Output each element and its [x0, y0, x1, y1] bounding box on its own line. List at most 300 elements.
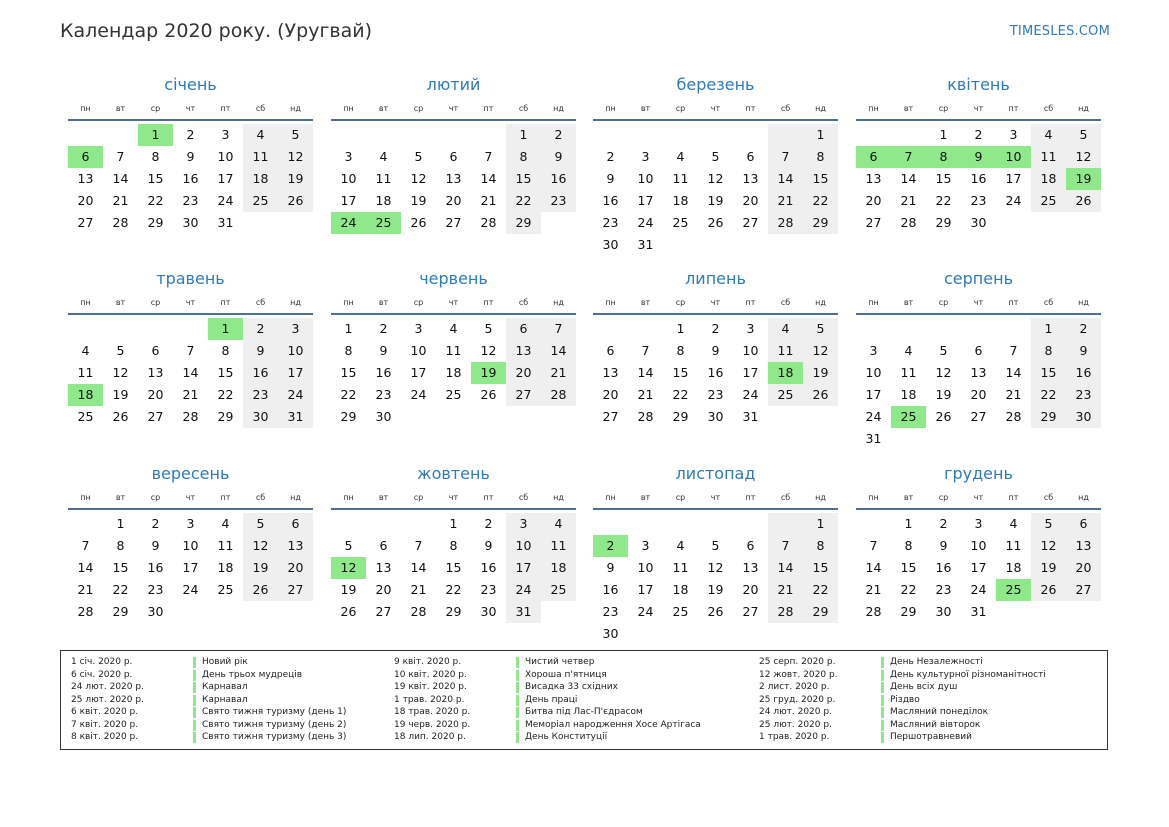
day-cell: 11 [1005, 538, 1022, 553]
day-cell: 17 [742, 365, 759, 380]
day-cell: 18 [445, 365, 462, 380]
day-cell: 23 [1066, 384, 1101, 406]
weekday-header [856, 293, 1101, 315]
day-cell: 26 [410, 215, 427, 230]
holiday-name: День культурної різноманітності [890, 669, 1046, 680]
day-cell: 23 [182, 193, 199, 208]
weekday-label: сб [780, 493, 791, 502]
month-12 [856, 460, 1101, 623]
weekday-label: вт [115, 493, 126, 502]
month-name: червень [419, 269, 488, 288]
empty-day-cell [733, 513, 768, 535]
day-cell: 3 [641, 149, 650, 164]
day-cell: 28 [480, 215, 497, 230]
empty-day-cell [593, 513, 628, 535]
holiday-date: 1 трав. 2020 р. [759, 732, 830, 742]
holiday-date: 12 жовт. 2020 р. [759, 669, 838, 680]
legend-row [759, 656, 1046, 669]
day-cell: 17 [1005, 171, 1022, 186]
month-7 [593, 265, 838, 428]
month-name: грудень [944, 464, 1013, 483]
weekday-label: чт [448, 493, 459, 502]
day-cell: 29 [1031, 406, 1066, 428]
weekday-label: вт [640, 298, 651, 307]
day-cell: 8 [1031, 340, 1066, 362]
weekday-label: нд [290, 104, 301, 113]
weekday-label: вт [903, 104, 914, 113]
day-cell: 30 [147, 604, 164, 619]
holiday-marker [881, 682, 884, 693]
weekday-header [68, 488, 313, 510]
day-cell: 9 [379, 343, 388, 358]
day-cell: 5 [116, 343, 125, 358]
empty-day-cell [68, 513, 103, 535]
day-cell: 24 [637, 215, 654, 230]
holiday-marker [881, 720, 884, 731]
day-cell: 29 [147, 215, 164, 230]
day-cell: 12 [1066, 146, 1101, 168]
day-cell: 6 [974, 343, 983, 358]
weekday-label: сб [255, 104, 266, 113]
holiday-date: 25 лют. 2020 р. [71, 694, 144, 705]
weekday-header [593, 293, 838, 315]
empty-day-cell [856, 318, 891, 340]
day-cell: 5 [1066, 124, 1101, 146]
holiday-marker [516, 695, 519, 706]
day-cell: 21 [410, 582, 427, 597]
day-cell: 7 [768, 535, 803, 557]
day-cell: 6 [379, 538, 388, 553]
holiday-day-cell: 25 [996, 579, 1031, 601]
day-cell: 20 [970, 387, 987, 402]
day-cell: 24 [506, 579, 541, 601]
weekday-header [68, 293, 313, 315]
month-name: лютий [426, 75, 481, 94]
day-cell: 27 [742, 604, 759, 619]
day-cell: 15 [340, 365, 357, 380]
day-cell: 14 [768, 557, 803, 579]
holiday-marker [193, 657, 196, 668]
weekday-label: пн [80, 298, 91, 307]
day-cell: 22 [900, 582, 917, 597]
holiday-date: 18 лип. 2020 р. [394, 732, 466, 742]
day-cell: 15 [506, 168, 541, 190]
weekday-label: ср [938, 104, 949, 113]
day-cell: 22 [672, 387, 689, 402]
day-cell: 10 [637, 560, 654, 575]
day-cell: 24 [410, 387, 427, 402]
day-cell: 23 [935, 582, 952, 597]
weekday-label: чт [448, 298, 459, 307]
weekday-label: вт [115, 104, 126, 113]
holiday-day-cell: 7 [891, 146, 926, 168]
day-cell: 4 [541, 513, 576, 535]
day-cell: 4 [1031, 124, 1066, 146]
day-cell: 1 [449, 516, 458, 531]
day-cell: 19 [340, 582, 357, 597]
weekday-header [856, 488, 1101, 510]
empty-day-cell [331, 513, 366, 535]
day-cell: 27 [865, 215, 882, 230]
day-cell: 9 [939, 538, 948, 553]
empty-day-cell [628, 318, 663, 340]
weekday-label: пт [745, 298, 756, 307]
weekday-label: пн [868, 298, 879, 307]
day-cell: 21 [900, 193, 917, 208]
day-cell: 13 [970, 365, 987, 380]
day-cell: 16 [970, 171, 987, 186]
weekday-label: чт [185, 104, 196, 113]
day-cell: 23 [970, 193, 987, 208]
day-cell: 28 [768, 212, 803, 234]
day-cell: 13 [445, 171, 462, 186]
holiday-date: 2 лист. 2020 р. [759, 682, 830, 692]
day-cell: 20 [865, 193, 882, 208]
day-cell: 3 [869, 343, 878, 358]
day-cell: 28 [410, 604, 427, 619]
day-cell: 3 [974, 516, 983, 531]
day-cell: 1 [116, 516, 125, 531]
empty-day-cell [768, 513, 803, 535]
day-cell: 26 [707, 215, 724, 230]
day-cell: 9 [711, 343, 720, 358]
day-cell: 28 [768, 601, 803, 623]
day-cell: 22 [1031, 384, 1066, 406]
day-cell: 5 [278, 124, 313, 146]
day-cell: 31 [278, 406, 313, 428]
day-cell: 7 [116, 149, 125, 164]
day-cell: 8 [151, 149, 160, 164]
day-cell: 17 [410, 365, 427, 380]
empty-day-cell [103, 318, 138, 340]
day-cell: 12 [480, 343, 497, 358]
day-cell: 26 [112, 409, 129, 424]
day-cell: 30 [602, 237, 619, 252]
legend-row [394, 681, 701, 694]
day-cell: 2 [939, 516, 948, 531]
holiday-marker [516, 707, 519, 718]
day-grid [593, 121, 838, 256]
legend-column [759, 656, 1046, 744]
month-11 [593, 460, 838, 645]
day-cell: 3 [641, 538, 650, 553]
day-grid [331, 510, 576, 623]
day-cell: 6 [506, 318, 541, 340]
day-cell: 7 [81, 538, 90, 553]
month-10 [331, 460, 576, 623]
weekday-label: нд [1078, 298, 1089, 307]
day-cell: 10 [182, 538, 199, 553]
day-cell: 2 [243, 318, 278, 340]
day-cell: 17 [182, 560, 199, 575]
day-cell: 3 [344, 149, 353, 164]
weekday-label: пт [483, 493, 494, 502]
day-cell: 12 [243, 535, 278, 557]
day-cell: 13 [742, 171, 759, 186]
day-cell: 14 [112, 171, 129, 186]
holiday-day-cell: 19 [1066, 168, 1101, 190]
weekday-label: пт [220, 104, 231, 113]
day-cell: 4 [81, 343, 90, 358]
day-cell: 26 [243, 579, 278, 601]
day-cell: 16 [182, 171, 199, 186]
day-cell: 11 [672, 560, 689, 575]
weekday-label: пт [745, 104, 756, 113]
legend-row [759, 669, 1046, 682]
day-cell: 20 [445, 193, 462, 208]
day-cell: 23 [602, 604, 619, 619]
legend-row [394, 694, 701, 707]
empty-day-cell [698, 124, 733, 146]
day-cell: 25 [541, 579, 576, 601]
weekday-label: пн [80, 493, 91, 502]
day-cell: 19 [278, 168, 313, 190]
day-cell: 27 [742, 215, 759, 230]
holiday-date: 1 січ. 2020 р. [71, 657, 133, 667]
day-cell: 24 [637, 604, 654, 619]
day-cell: 10 [506, 535, 541, 557]
day-cell: 2 [151, 516, 160, 531]
day-cell: 4 [676, 538, 685, 553]
empty-day-cell [471, 124, 506, 146]
day-cell: 6 [746, 538, 755, 553]
weekday-label: нд [553, 493, 564, 502]
weekday-label: ср [150, 104, 161, 113]
day-cell: 25 [243, 190, 278, 212]
holiday-day-cell: 10 [996, 146, 1031, 168]
holiday-name: Свято тижня туризму (день 1) [202, 707, 347, 717]
holiday-name: Масляний понеділок [890, 707, 989, 717]
weekday-label: нд [1078, 493, 1089, 502]
day-cell: 29 [803, 212, 838, 234]
day-cell: 13 [742, 560, 759, 575]
month-name: січень [164, 75, 217, 94]
holiday-date: 7 квіт. 2020 р. [71, 719, 139, 730]
holiday-name: Новий рік [202, 657, 248, 667]
empty-day-cell [663, 513, 698, 535]
weekday-label: ср [150, 298, 161, 307]
legend-row [394, 669, 701, 682]
day-cell: 22 [340, 387, 357, 402]
day-cell: 30 [707, 409, 724, 424]
weekday-label: ср [938, 493, 949, 502]
day-cell: 24 [278, 384, 313, 406]
holiday-day-cell: 1 [208, 318, 243, 340]
weekday-label: вт [640, 493, 651, 502]
day-cell: 27 [970, 409, 987, 424]
day-cell: 25 [445, 387, 462, 402]
holiday-date: 10 квіт. 2020 р. [394, 669, 467, 680]
day-cell: 29 [217, 409, 234, 424]
day-cell: 20 [506, 362, 541, 384]
day-cell: 18 [1005, 560, 1022, 575]
day-cell: 2 [606, 149, 615, 164]
empty-day-cell [331, 124, 366, 146]
day-cell: 9 [1066, 340, 1101, 362]
day-cell: 21 [865, 582, 882, 597]
day-cell: 15 [935, 171, 952, 186]
day-cell: 23 [602, 215, 619, 230]
day-cell: 24 [182, 582, 199, 597]
weekday-label: пт [1008, 493, 1019, 502]
legend-row [71, 706, 346, 719]
day-cell: 28 [1005, 409, 1022, 424]
day-cell: 26 [1066, 190, 1101, 212]
day-cell: 22 [803, 579, 838, 601]
weekday-label: пн [343, 493, 354, 502]
weekday-label: пт [483, 104, 494, 113]
day-cell: 22 [147, 193, 164, 208]
day-cell: 25 [1031, 190, 1066, 212]
day-cell: 14 [637, 365, 654, 380]
weekday-label: чт [710, 104, 721, 113]
weekday-label: ср [413, 104, 424, 113]
day-cell: 14 [541, 340, 576, 362]
day-cell: 12 [707, 560, 724, 575]
day-cell: 18 [243, 168, 278, 190]
day-cell: 21 [182, 387, 199, 402]
day-cell: 9 [541, 146, 576, 168]
weekday-label: чт [185, 298, 196, 307]
day-cell: 24 [970, 582, 987, 597]
day-cell: 2 [379, 321, 388, 336]
day-cell: 16 [243, 362, 278, 384]
day-cell: 5 [711, 149, 720, 164]
day-cell: 29 [935, 215, 952, 230]
legend-row [71, 694, 346, 707]
day-cell: 19 [410, 193, 427, 208]
legend-row [71, 656, 346, 669]
day-cell: 17 [278, 362, 313, 384]
day-cell: 1 [904, 516, 913, 531]
day-cell: 24 [217, 193, 234, 208]
weekday-label: пн [605, 493, 616, 502]
day-cell: 15 [900, 560, 917, 575]
day-cell: 3 [278, 318, 313, 340]
day-cell: 19 [803, 362, 838, 384]
day-cell: 19 [935, 387, 952, 402]
day-cell: 27 [602, 409, 619, 424]
weekday-header [331, 99, 576, 121]
holiday-day-cell: 6 [856, 146, 891, 168]
day-cell: 26 [340, 604, 357, 619]
day-cell: 6 [278, 513, 313, 535]
empty-day-cell [698, 513, 733, 535]
holiday-name: Карнавал [202, 682, 248, 692]
weekday-label: нд [553, 104, 564, 113]
day-cell: 6 [746, 149, 755, 164]
weekday-label: нд [1078, 104, 1089, 113]
day-cell: 21 [112, 193, 129, 208]
holiday-day-cell: 8 [926, 146, 961, 168]
holiday-date: 19 квіт. 2020 р. [394, 682, 467, 692]
day-cell: 11 [445, 343, 462, 358]
holiday-name: День Конституції [525, 732, 608, 742]
month-name: серпень [944, 269, 1013, 288]
day-cell: 12 [410, 171, 427, 186]
holiday-legend [60, 650, 1108, 750]
day-cell: 29 [506, 212, 541, 234]
day-cell: 31 [742, 409, 759, 424]
day-cell: 8 [221, 343, 230, 358]
empty-day-cell [733, 124, 768, 146]
empty-day-cell [856, 124, 891, 146]
weekday-label: вт [378, 104, 389, 113]
month-name: травень [156, 269, 225, 288]
day-cell: 4 [676, 149, 685, 164]
day-grid [331, 121, 576, 234]
day-cell: 15 [445, 560, 462, 575]
day-cell: 14 [410, 560, 427, 575]
legend-row [394, 719, 701, 732]
day-cell: 9 [151, 538, 160, 553]
day-cell: 21 [637, 387, 654, 402]
holiday-marker [516, 682, 519, 693]
weekday-label: пн [343, 298, 354, 307]
holiday-name: Свято тижня туризму (день 3) [202, 732, 347, 742]
legend-row [394, 706, 701, 719]
holiday-marker [516, 732, 519, 743]
day-cell: 4 [243, 124, 278, 146]
empty-day-cell [366, 124, 401, 146]
empty-day-cell [436, 124, 471, 146]
month-3 [593, 71, 838, 256]
day-cell: 26 [480, 387, 497, 402]
day-cell: 15 [672, 365, 689, 380]
day-cell: 12 [278, 146, 313, 168]
day-cell: 11 [217, 538, 234, 553]
weekday-label: сб [255, 493, 266, 502]
day-cell: 14 [182, 365, 199, 380]
day-cell: 22 [506, 190, 541, 212]
day-cell: 27 [445, 215, 462, 230]
day-cell: 30 [480, 604, 497, 619]
empty-day-cell [856, 513, 891, 535]
day-cell: 23 [541, 190, 576, 212]
day-cell: 19 [112, 387, 129, 402]
weekday-label: ср [675, 493, 686, 502]
day-cell: 3 [1009, 127, 1018, 142]
legend-row [759, 731, 1046, 744]
day-cell: 8 [904, 538, 913, 553]
empty-day-cell [593, 318, 628, 340]
empty-day-cell [926, 318, 961, 340]
day-cell: 13 [602, 365, 619, 380]
brand-link[interactable]: TIMESLES.COM [1009, 24, 1110, 39]
day-cell: 29 [672, 409, 689, 424]
holiday-day-cell: 18 [768, 362, 803, 384]
day-cell: 18 [1031, 168, 1066, 190]
empty-day-cell [663, 124, 698, 146]
day-cell: 6 [1066, 513, 1101, 535]
legend-row [71, 681, 346, 694]
day-cell: 18 [672, 582, 689, 597]
weekday-label: чт [973, 493, 984, 502]
day-cell: 30 [935, 604, 952, 619]
month-9 [68, 460, 313, 623]
holiday-marker [193, 720, 196, 731]
day-cell: 18 [375, 193, 392, 208]
day-cell: 1 [939, 127, 948, 142]
day-cell: 8 [116, 538, 125, 553]
day-cell: 10 [340, 171, 357, 186]
holiday-date: 25 серп. 2020 р. [759, 657, 836, 667]
legend-column [71, 656, 346, 744]
month-6 [331, 265, 576, 428]
weekday-label: ср [675, 104, 686, 113]
month-name: липень [685, 269, 746, 288]
month-name: березень [676, 75, 755, 94]
